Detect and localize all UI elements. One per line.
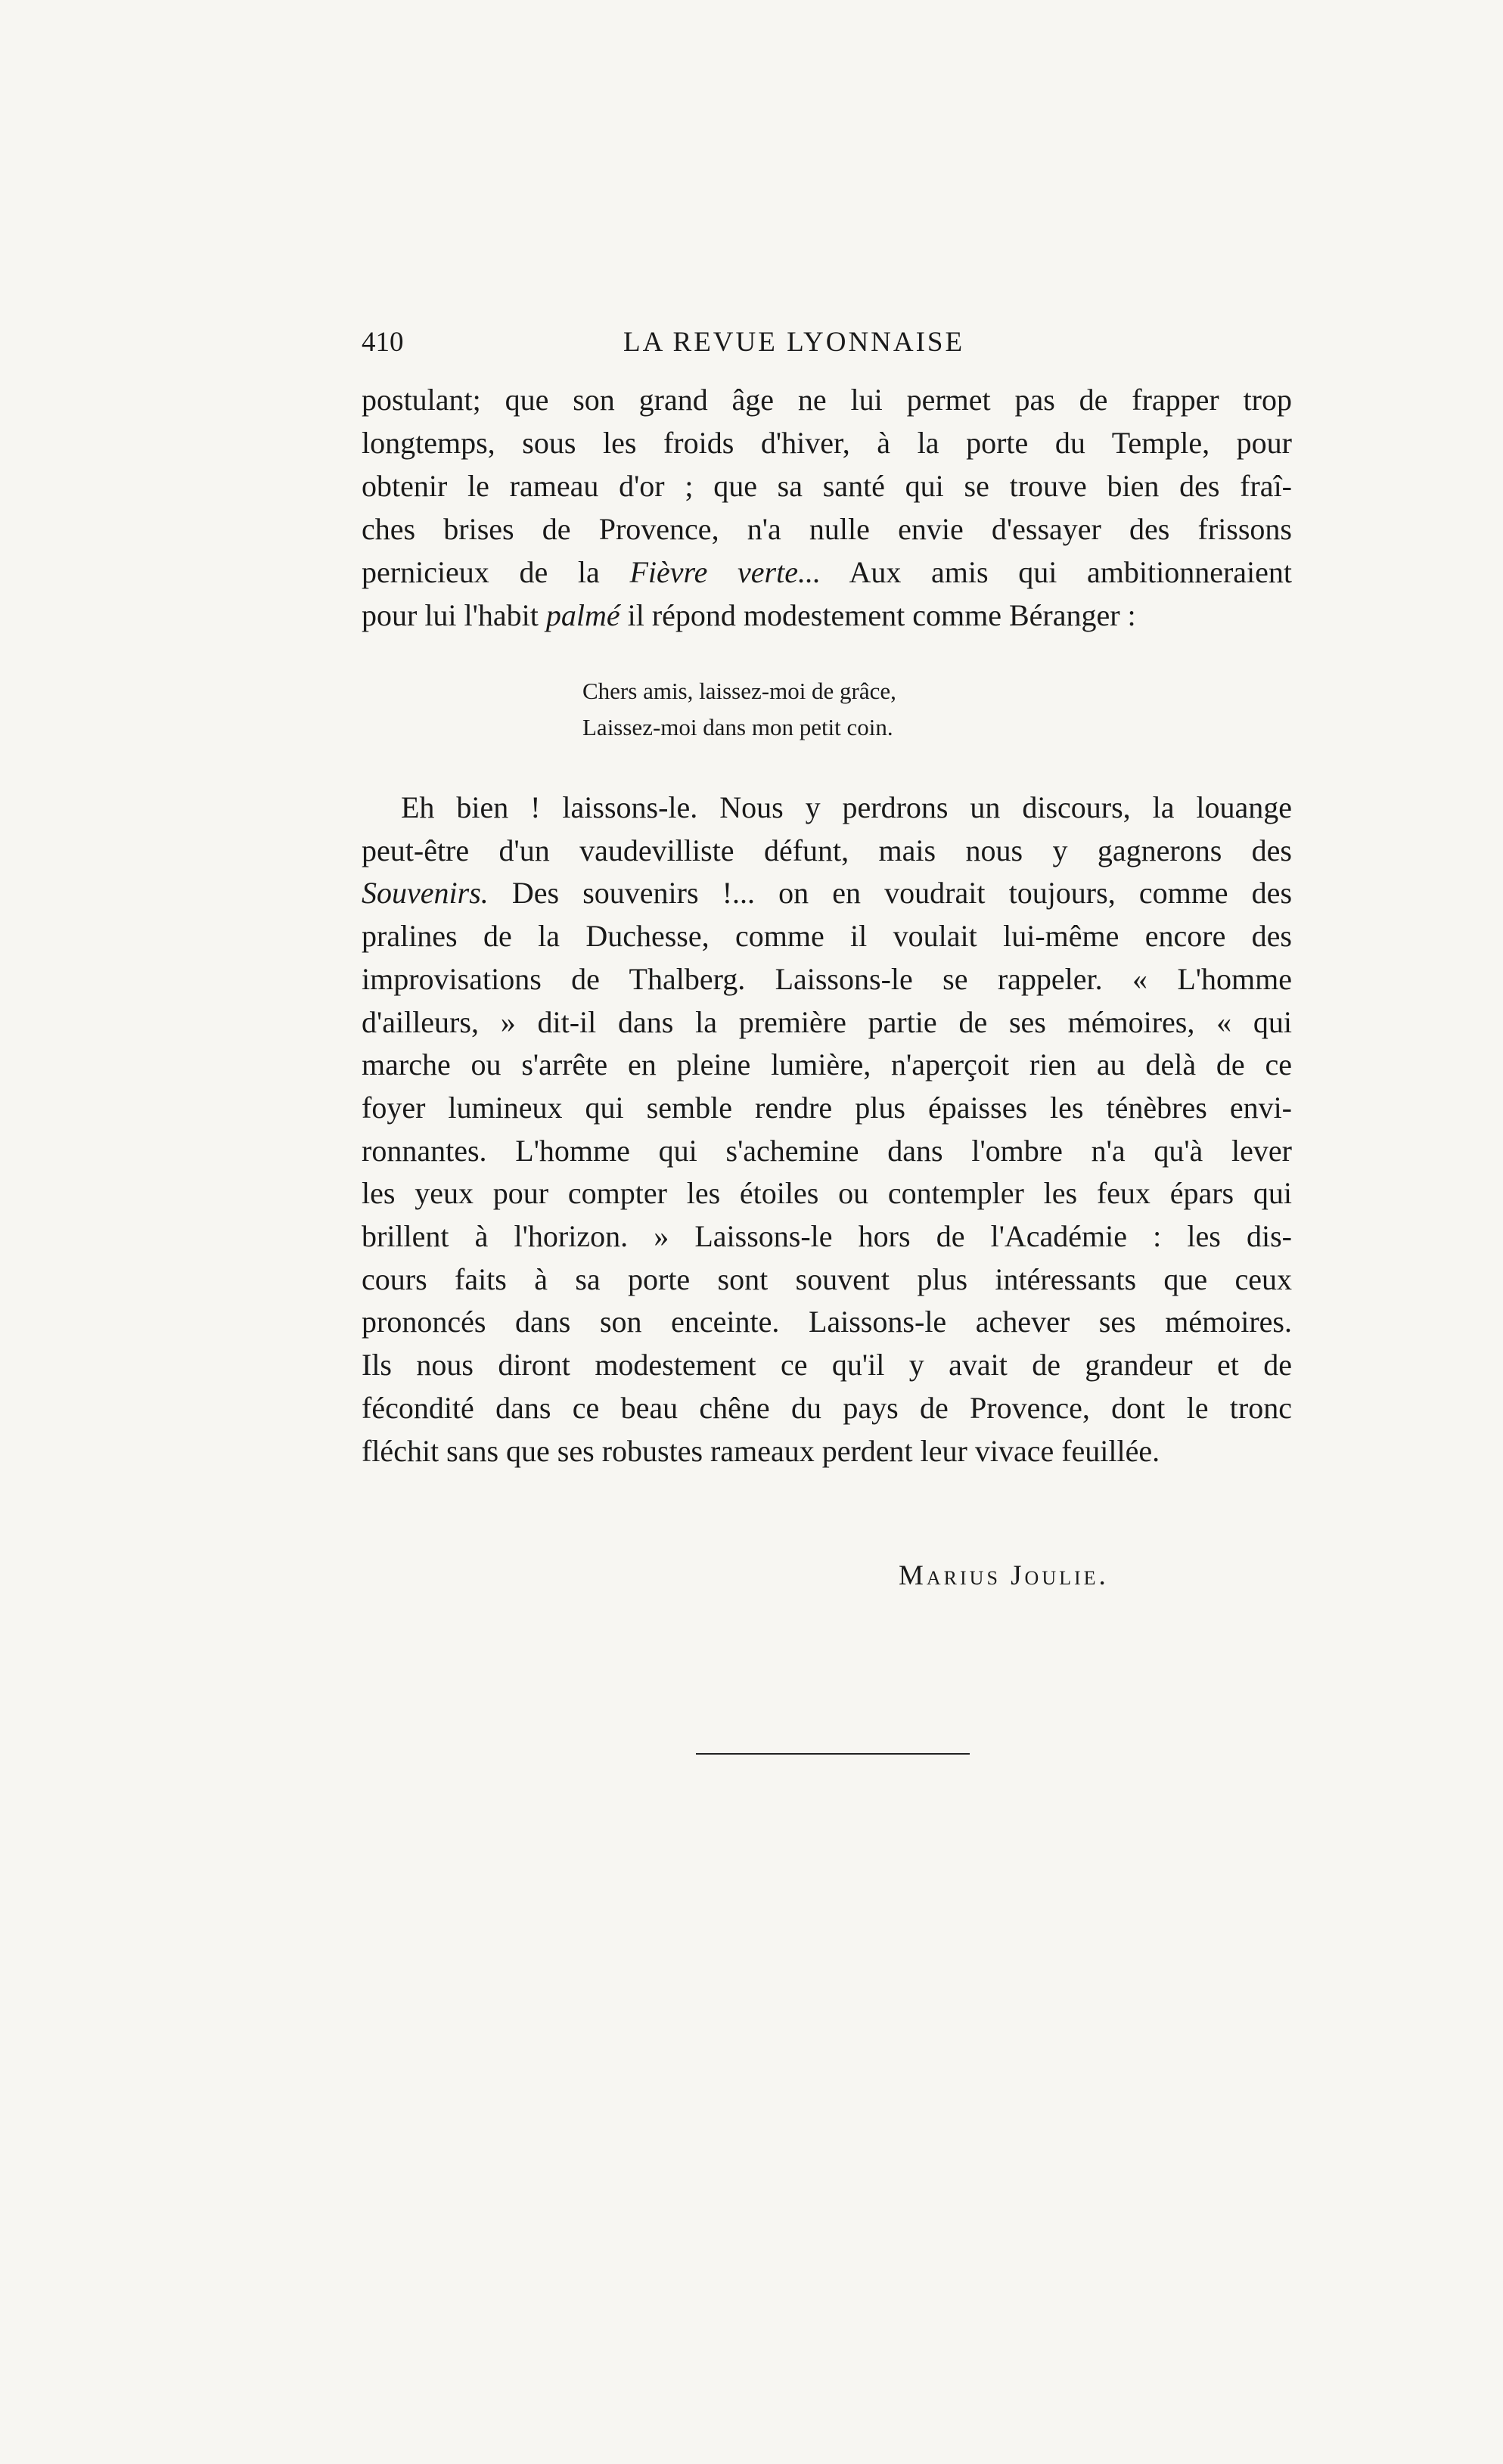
text-line: postulant; que son grand âge ne lui permet pas de frapper trop [362,383,1292,417]
text-line: prononcés dans son enceinte. Laissons-le achever ses mémoires. [362,1305,1292,1339]
text-line: marche ou s'arrête en pleine lumière, n'aperçoit rien au delà de ce [362,1047,1292,1082]
running-title: LA REVUE LYONNAISE [623,327,965,358]
text-line: foyer lumineux qui semble rendre plus épaisses les ténèbres envi- [362,1090,1292,1125]
text-line [362,594,1292,637]
verse-line: Chers amis, laissez-moi de grâce, [582,678,896,704]
text-line: peut-être d'un vaudevilliste défunt, mais nous y gagnerons des [362,833,1292,867]
text-line: d'ailleurs, » dit-il dans la première partie de ses mémoires, « qui [362,1004,1292,1039]
verse-quotation [582,673,896,746]
text-line: ronnantes. L'homme qui s'achemine dans l'ombre n'a qu'à lever [362,1133,1292,1168]
text-line: longtemps, sous les froids d'hiver, à la porte du Temple, pour [362,426,1292,460]
text-line: improvisations de Thalberg. Laissons-le se rappeler. « L'homme [362,961,1292,996]
page-number: 410 [362,327,404,358]
text-line: Ils nous diront modestement ce qu'il y avait de grandeur et de [362,1348,1292,1383]
text-line: obtenir le rameau d'or ; que sa santé qui se trouve bien des fraî- [362,469,1292,503]
text-line: Eh bien ! laissons-le. Nous y perdrons un discours, la louange [401,790,1292,824]
italic-word: palmé [545,598,620,632]
running-header [362,324,1292,362]
text-segment: Aux amis qui ambitionneraient [849,555,1293,589]
text-line: ches brises de Provence, n'a nulle envie d'essayer des frissons [362,512,1292,546]
italic-title: Fièvre verte... [629,555,821,589]
text-line [362,872,1292,915]
text-line: cours faits à sa porte sont souvent plus intéressants que ceux [362,1261,1292,1296]
text-segment: pour lui l'habit [362,598,539,632]
paragraph-main [362,787,1292,1473]
end-rule [696,1753,970,1755]
text-line: pralines de la Duchesse, comme il voulait lui-même encore des [362,919,1292,954]
text-line: brillent à l'horizon. » Laissons-le hors de l'Académie : les dis- [362,1219,1292,1254]
verse-line: Laissez-moi dans mon petit coin. [582,714,893,740]
text-line: fléchit sans que ses robustes rameaux perdent leur vivace feuillée. [362,1433,1160,1468]
text-segment: pernicieux de la [362,555,600,589]
text-segment: Des souvenirs !... on en voudrait toujours, comme des [511,876,1293,911]
text-segment: il répond modestement comme Béranger : [627,598,1136,632]
text-line [362,551,1292,594]
italic-word: Souvenirs. [362,876,489,911]
text-line: fécondité dans ce beau chêne du pays de Provence, dont le tronc [362,1390,1292,1425]
paragraph-continuation [362,378,1292,637]
author-signature: Marius Joulie. [899,1560,1109,1591]
text-line: les yeux pour compter les étoiles ou contempler les feux épars qui [362,1176,1292,1211]
